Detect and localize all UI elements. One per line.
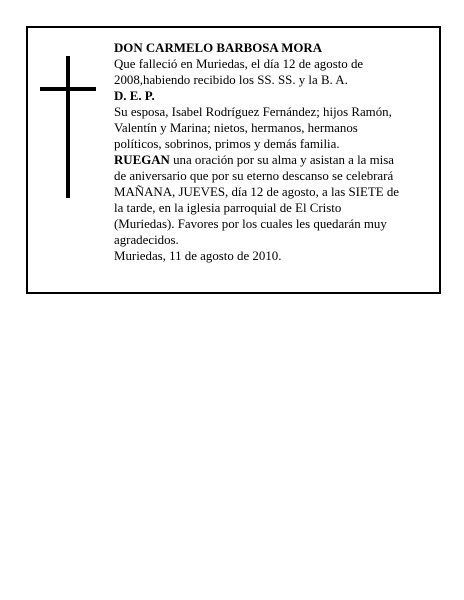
request-line-2: de aniversario que por su eterno descanso se celebrará (114, 169, 394, 183)
ruegan-word: RUEGAN (114, 153, 170, 167)
request-line-3: MAÑANA, JUEVES, día 12 de agosto, a las SIETE de (114, 185, 399, 199)
request-line-5: (Muriedas). Favores por los cuales les quedarán muy (114, 217, 387, 231)
place-date: Muriedas, 11 de agosto de 2010. (114, 249, 282, 263)
family-line-2: Valentín y Marina; nietos, hermanos, hermanos (114, 121, 358, 135)
family-line-1: Su esposa, Isabel Rodríguez Fernández; hijos Ramón, (114, 105, 392, 119)
request-line-1 (114, 152, 436, 168)
cross-horizontal-bar (40, 87, 96, 91)
death-line-1: Que falleció en Muriedas, el día 12 de agosto de (114, 57, 364, 71)
family-line-3: políticos, sobrinos, primos y demás familia. (114, 137, 340, 151)
request-line-1-rest: una oración por su alma y asistan a la misa (169, 153, 394, 167)
rest-in-peace: D. E. P. (114, 89, 155, 103)
obituary-notice (26, 26, 441, 294)
death-line-2: 2008,habiendo recibido los SS. SS. y la B. A. (114, 73, 348, 87)
request-line-4: la tarde, en la iglesia parroquial de El Cristo (114, 201, 342, 215)
notice-text (114, 40, 436, 264)
cross-vertical-bar (66, 56, 70, 198)
cross-icon (40, 56, 96, 198)
deceased-name: DON CARMELO BARBOSA MORA (114, 41, 323, 55)
request-line-6: agradecidos. (114, 233, 179, 247)
